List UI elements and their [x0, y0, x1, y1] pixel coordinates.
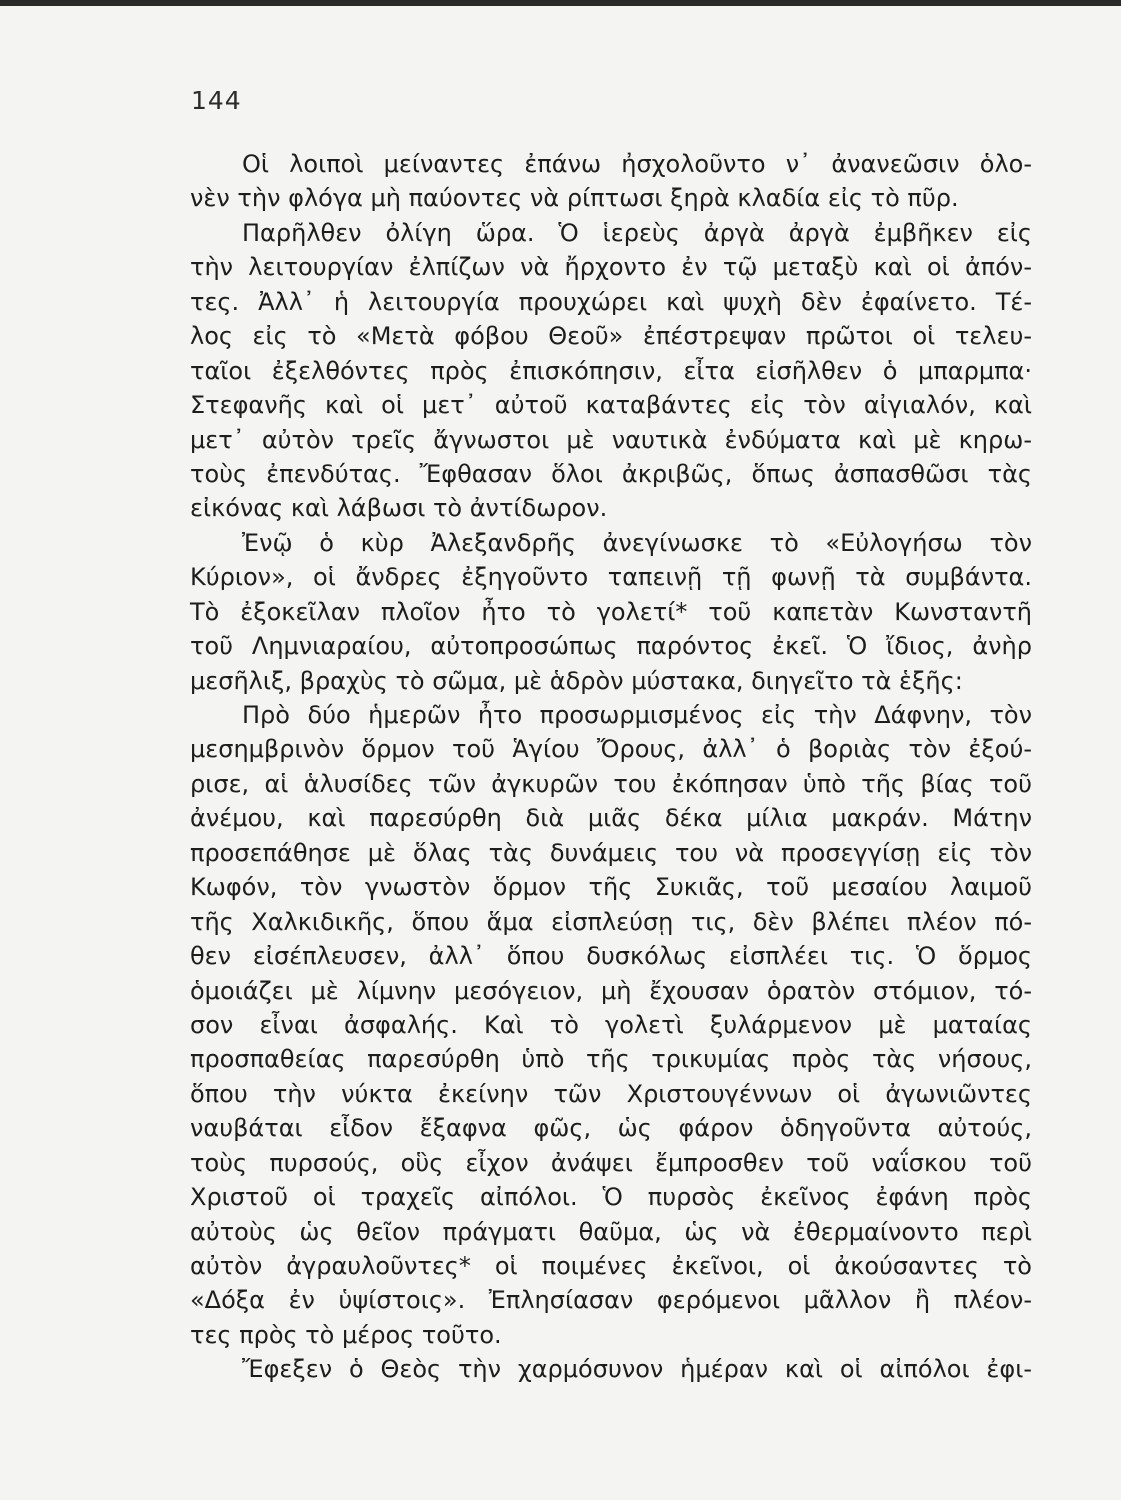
text-line: τὴν λειτουργίαν ἐλπίζων νὰ ἤρχοντο ἐν τῷ μεταξὺ καὶ οἱ ἀπόν-	[190, 253, 1032, 282]
text-line: Παρῆλθεν ὀλίγη ὥρα. Ὁ ἱερεὺς ἀργὰ ἀργὰ ἐμβῆκεν εἰς	[242, 218, 1032, 247]
text-line: Πρὸ δύο ἡμερῶν ἦτο προσωρμισμένος εἰς τὴν Δάφνην, τὸν	[242, 701, 1032, 729]
text-line: τῆς Χαλκιδικῆς, ὅπου ἅμα εἰσπλεύσῃ τις, δὲν βλέπει πλέον πό-	[190, 907, 1032, 936]
text-line: Στεφανῆς καὶ οἱ μετ᾽ αὐτοῦ καταβάντες εἰς τὸν αἰγιαλόν, καὶ	[190, 391, 1032, 420]
text-line: σον εἶναι ἀσφαλής. Καὶ τὸ γολετὶ ξυλάρμενον μὲ ματαίας	[190, 1010, 1032, 1039]
text-line: νὲν τὴν φλόγα μὴ παύοντες νὰ ρίπτωσι ξηρὰ κλαδία εἰς τὸ πῦρ.	[190, 184, 959, 213]
text-line: τοὺς πυρσούς, οὓς εἶχον ἀνάψει ἔμπροσθεν τοῦ ναΐσκου τοῦ	[190, 1148, 1032, 1177]
text-line: θεν εἰσέπλευσεν, ἀλλ᾽ ὅπου δυσκόλως εἰσπλέει τις. Ὁ ὅρμος	[190, 942, 1032, 971]
text-line: Κύριον», οἱ ἄνδρες ἐξηγοῦντο ταπεινῇ τῇ φωνῇ τὰ συμβάντα.	[190, 563, 1032, 592]
text-line: τοὺς ἐπενδύτας. Ἔφθασαν ὅλοι ἀκριβῶς, ὅπως ἀσπασθῶσι τὰς	[190, 459, 1032, 488]
text-line: «Δόξα ἐν ὑψίστοις». Ἐπλησίασαν φερόμενοι μᾶλλον ἢ πλέον-	[190, 1286, 1032, 1315]
text-line: ὅπου τὴν νύκτα ἐκείνην τῶν Χριστουγέννων οἱ ἀγωνιῶντες	[190, 1079, 1032, 1108]
text-line: μεσημβρινὸν ὅρμον τοῦ Ἁγίου Ὄρους, ἀλλ᾽ ὁ βοριὰς τὸν ἐξού-	[190, 735, 1032, 764]
text-line: Χριστοῦ οἱ τραχεῖς αἰπόλοι. Ὁ πυρσὸς ἐκεῖνος ἐφάνη πρὸς	[190, 1183, 1032, 1212]
text-line: τες. Ἀλλ᾽ ἡ λειτουργία προυχώρει καὶ ψυχὴ δὲν ἐφαίνετο. Τέ-	[190, 287, 1032, 316]
text-line: Ἐνῷ ὁ κὺρ Ἀλεξανδρῆς ἀνεγίνωσκε τὸ «Εὐλογήσω τὸν	[242, 528, 1032, 557]
text-line: ταῖοι ἐξελθόντες πρὸς ἐπισκόπησιν, εἶτα εἰσῆλθεν ὁ μπαρμπα·	[190, 356, 1032, 385]
text-line: Τὸ ἐξοκεῖλαν πλοῖον ἦτο τὸ γολετί* τοῦ καπετὰν Κωνσταντῆ	[190, 597, 1032, 626]
text-line: μετ᾽ αὐτὸν τρεῖς ἄγνωστοι μὲ ναυτικὰ ἐνδύματα καὶ μὲ κηρω-	[190, 425, 1032, 454]
text-line: προσπαθείας παρεσύρθη ὑπὸ τῆς τρικυμίας πρὸς τὰς νήσους,	[190, 1045, 1032, 1074]
text-line: τοῦ Λημνιαραίου, αὐτοπροσώπως παρόντος ἐκεῖ. Ὁ ἴδιος, ἀνὴρ	[190, 632, 1032, 661]
text-line: Κωφόν, τὸν γνωστὸν ὅρμον τῆς Συκιᾶς, τοῦ μεσαίου λαιμοῦ	[190, 873, 1032, 902]
text-line: τες πρὸς τὸ μέρος τοῦτο.	[190, 1320, 502, 1349]
text-line: αὐτοὺς ὡς θεῖον πράγματι θαῦμα, ὡς νὰ ἐθερμαίνοντο περὶ	[190, 1217, 1032, 1246]
text-line: εἰκόνας καὶ λάβωσι τὸ ἀντίδωρον.	[190, 494, 608, 523]
text-line: Οἱ λοιποὶ μείναντες ἐπάνω ἠσχολοῦντο ν᾽ ἀνανεῶσιν ὁλο-	[242, 150, 1032, 178]
text-line: ἀνέμου, καὶ παρεσύρθη διὰ μιᾶς δέκα μίλια μακράν. Μάτην	[190, 804, 1032, 833]
page-number: 144	[191, 86, 242, 115]
scan-top-edge	[0, 0, 1121, 6]
text-line: Ἔφεξεν ὁ Θεὸς τὴν χαρμόσυνον ἡμέραν καὶ οἱ αἰπόλοι ἐφι-	[242, 1355, 1032, 1384]
text-line: αὐτὸν ἀγραυλοῦντες* οἱ ποιμένες ἐκεῖνοι, οἱ ἀκούσαντες τὸ	[190, 1252, 1032, 1280]
text-line: ναυβάται εἶδον ἔξαφνα φῶς, ὡς φάρον ὁδηγοῦντα αὐτούς,	[190, 1114, 1032, 1143]
text-line: ὁμοιάζει μὲ λίμνην μεσόγειον, μὴ ἔχουσαν ὁρατὸν στόμιον, τό-	[190, 976, 1032, 1005]
body-text	[190, 147, 1032, 1387]
text-line: προσεπάθησε μὲ ὅλας τὰς δυνάμεις του νὰ προσεγγίσῃ εἰς τὸν	[190, 838, 1032, 867]
text-line: λος εἰς τὸ «Μετὰ φόβου Θεοῦ» ἐπέστρεψαν πρῶτοι οἱ τελευ-	[190, 322, 1032, 351]
text-line: ρισε, αἱ ἁλυσίδες τῶν ἀγκυρῶν του ἐκόπησαν ὑπὸ τῆς βίας τοῦ	[190, 769, 1032, 798]
text-line: μεσῆλιξ, βραχὺς τὸ σῶμα, μὲ ἁδρὸν μύστακα, διηγεῖτο τὰ ἑξῆς:	[190, 666, 963, 695]
